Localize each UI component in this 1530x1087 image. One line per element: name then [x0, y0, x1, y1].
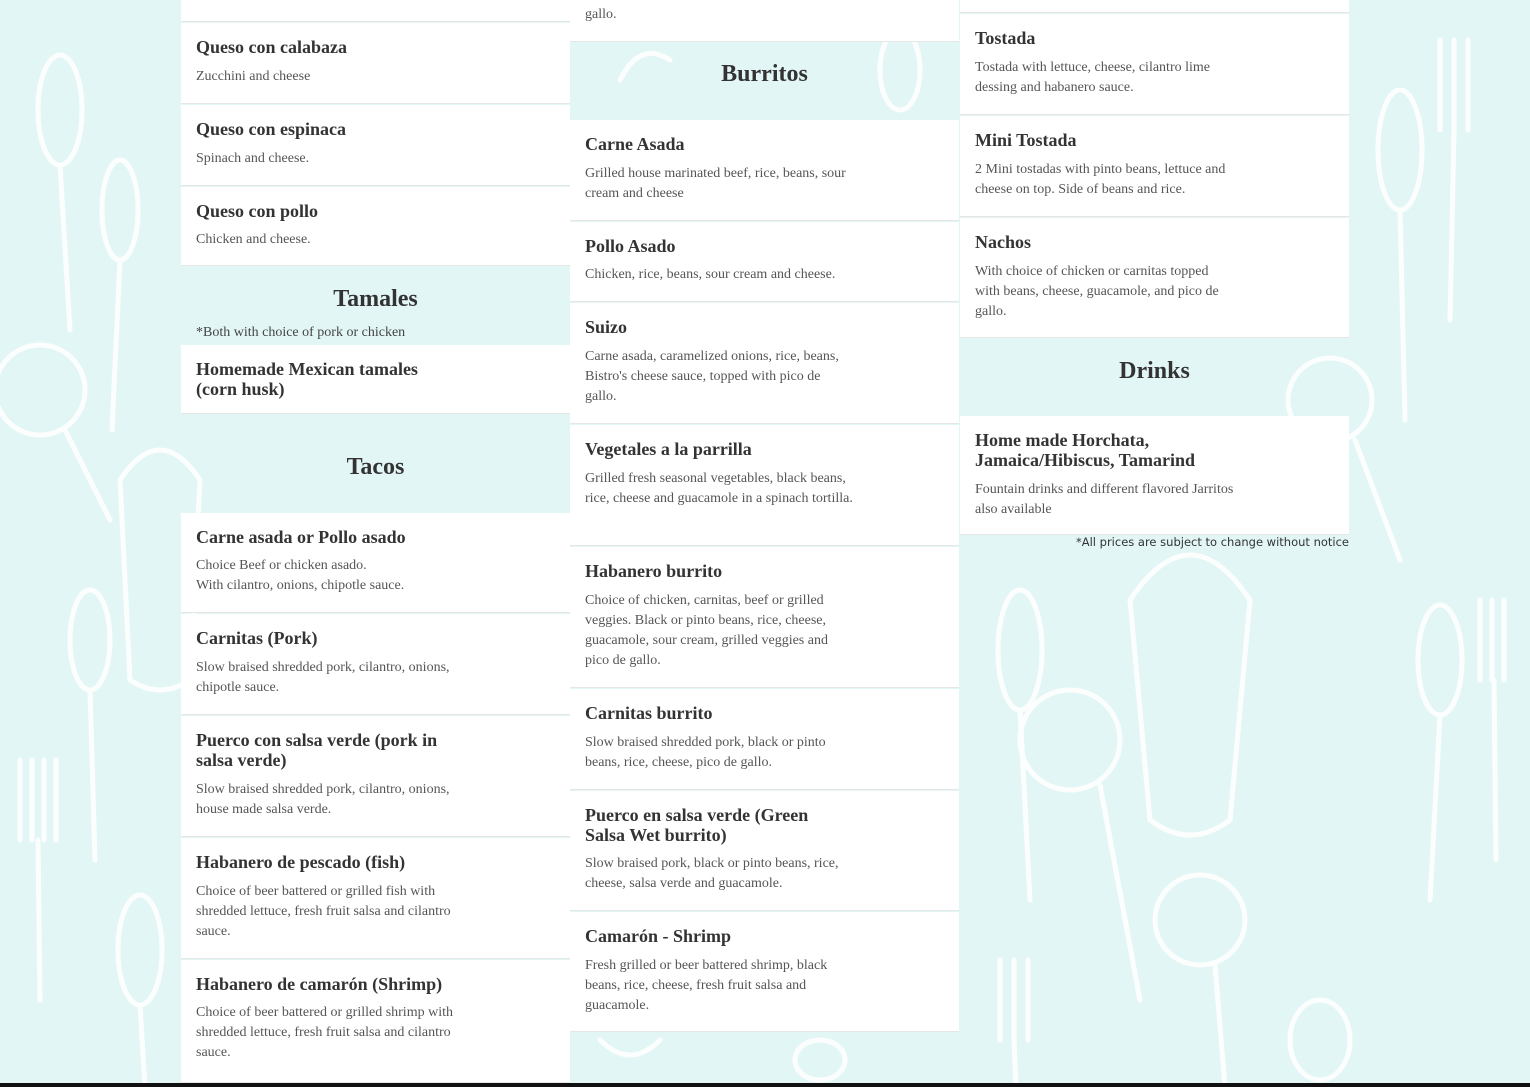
menu-item-description: Slow braised shredded pork, cilantro, onions, house made salsa verde.	[196, 782, 450, 817]
menu-item-name: Carne asada or Pollo asado	[196, 527, 406, 547]
bottom-edge-bar	[0, 1083, 1530, 1087]
menu-item-description: Fresh grilled or beer battered shrimp, black beans, rice, cheese, fresh fruit salsa and guacamole.	[585, 958, 828, 1013]
menu-item-description: Spinach and cheese.	[196, 151, 310, 166]
menu-item-description: Chicken and cheese.	[196, 232, 311, 247]
menu-item-card	[181, 0, 570, 22]
menu-item-description: Chicken, rice, beans, sour cream and cheese.	[585, 267, 836, 282]
menu-item-description: Choice Beef or chicken asado.	[196, 558, 367, 573]
menu-item-name: Puerco en salsa verde (Green Salsa Wet burrito)	[585, 805, 809, 845]
menu-item-card	[181, 187, 570, 266]
section-title-burritos: Burritos	[721, 61, 808, 87]
section-title-tamales: Tamales	[333, 286, 418, 312]
menu-item-card	[181, 614, 570, 715]
menu-item-description: Choice of beer battered or grilled shrimp with shredded lettuce, fresh fruit salsa and cilantro sauce.	[196, 1005, 453, 1060]
menu-item-name: Habanero de camarón (Shrimp)	[196, 974, 443, 994]
menu-item-card	[570, 222, 959, 302]
menu-item-card	[181, 838, 570, 959]
menu-item-name: Pollo Asado	[585, 236, 676, 256]
menu-item-description: With choice of chicken or carnitas topped with beans, cheese, guacamole, and pico de gallo.	[975, 264, 1219, 319]
menu-item-card	[570, 547, 959, 688]
menu-item-card	[960, 416, 1349, 535]
menu-item-description: Tostada with lettuce, cheese, cilantro lime dessing and habanero sauce.	[975, 60, 1210, 95]
section-title-tacos: Tacos	[346, 454, 405, 480]
menu-item-card	[570, 425, 959, 546]
price-disclaimer: *All prices are subject to change without notice	[1075, 535, 1349, 549]
menu-item-card	[570, 303, 959, 424]
menu-item-card	[181, 23, 570, 104]
menu-item-name: Carnitas burrito	[585, 703, 713, 723]
menu-item-description: Grilled fresh seasonal vegetables, black beans, rice, cheese and guacamole in a spinach tortilla.	[585, 471, 853, 506]
menu-item-name: Vegetales a la parrilla	[585, 439, 752, 459]
section-note-tamales: *Both with choice of pork or chicken	[196, 325, 406, 340]
menu-item-description: Slow braised pork, black or pinto beans, rice, cheese, salsa verde and guacamole.	[585, 856, 839, 891]
menu-item-description: Slow braised shredded pork, black or pinto beans, rice, cheese, pico de gallo.	[585, 735, 826, 770]
menu-item-description: 2 Mini tostadas with pinto beans, lettuce and cheese on top. Side of beans and rice.	[975, 162, 1226, 197]
menu-item-card	[570, 912, 959, 1032]
menu-item-description: With cilantro, onions, chipotle sauce.	[196, 578, 405, 593]
menu-item-name: Home made Horchata, Jamaica/Hibiscus, Tamarind	[975, 430, 1196, 470]
menu-item-card	[181, 105, 570, 186]
menu-item-name: Homemade Mexican tamales (corn husk)	[196, 359, 418, 399]
menu-item-description: Choice of chicken, carnitas, beef or grilled veggies. Black or pinto beans, rice, cheese, guacamole, sour cream, grilled veggies and pico de gallo.	[585, 593, 828, 668]
menu-item-name: Puerco con salsa verde (pork in salsa verde)	[196, 730, 438, 770]
menu-item-name: Queso con pollo	[196, 201, 319, 221]
menu-item-card	[570, 120, 959, 221]
section-title-drinks: Drinks	[1119, 358, 1190, 384]
menu-item-card	[181, 513, 570, 613]
menu-item-name: Queso con espinaca	[196, 119, 347, 139]
menu-item-name: Carne Asada	[585, 134, 685, 154]
menu-item-card	[570, 791, 959, 911]
menu-item-card	[570, 0, 959, 42]
menu-item-name: Mini Tostada	[975, 130, 1077, 150]
menu-item-description: Fountain drinks and different flavored Jarritos also available	[975, 482, 1234, 517]
menu-item-name: Tostada	[975, 28, 1036, 48]
menu-item-name: Camarón - Shrimp	[585, 926, 732, 946]
menu-item-description: Choice of beer battered or grilled fish with shredded lettuce, fresh fruit salsa and cilantro sauce.	[196, 884, 451, 939]
menu-item-description: Slow braised shredded pork, cilantro, onions, chipotle sauce.	[196, 660, 450, 695]
menu-item-card	[181, 960, 570, 1083]
menu-item-name: Habanero de pescado (fish)	[196, 852, 406, 872]
menu-item-description: gallo.	[585, 7, 617, 22]
menu-item-card	[570, 689, 959, 790]
menu-item-name: Habanero burrito	[585, 561, 723, 581]
menu-item-description: Zucchini and cheese	[196, 69, 311, 84]
menu-item-name: Suizo	[585, 317, 628, 337]
menu-item-name: Queso con calabaza	[196, 37, 347, 57]
menu-item-card	[960, 218, 1349, 338]
menu-item-name: Carnitas (Pork)	[196, 628, 318, 648]
menu-item-card	[181, 716, 570, 837]
menu-item-description: Grilled house marinated beef, rice, beans, sour cream and cheese	[585, 166, 846, 201]
menu-item-card	[960, 0, 1349, 13]
menu-item-description: Carne asada, caramelized onions, rice, beans, Bistro's cheese sauce, topped with pico de gallo.	[585, 349, 839, 404]
menu-item-card	[181, 345, 570, 414]
menu-item-name: Nachos	[975, 232, 1032, 252]
menu-item-card	[960, 14, 1349, 115]
menu-item-card	[960, 116, 1349, 217]
